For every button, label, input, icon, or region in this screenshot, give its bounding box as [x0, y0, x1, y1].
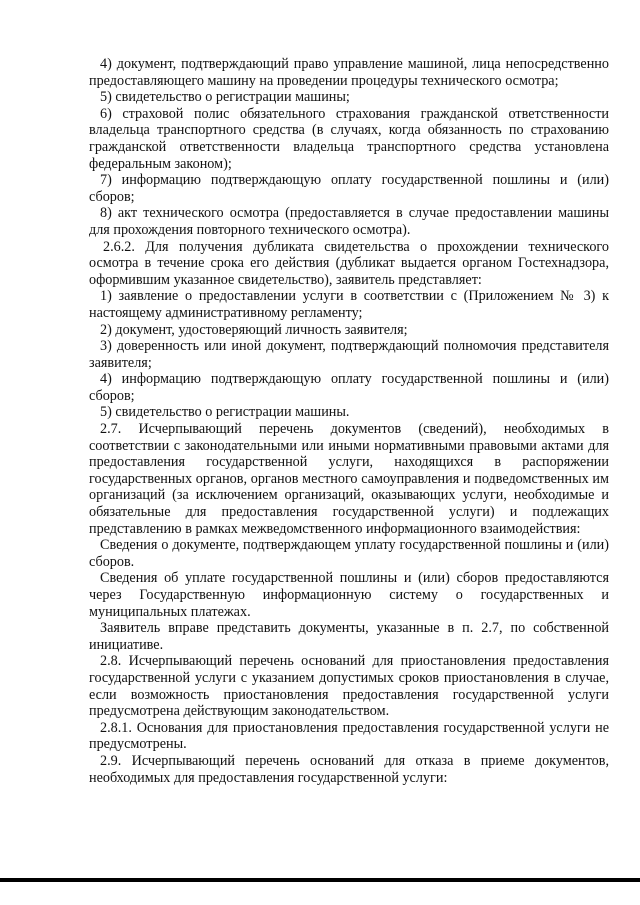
- paragraph: 1) заявление о предоставлении услуги в соответствии с (Приложением № 3) к настоящему административному регламенту;: [89, 288, 609, 321]
- paragraph: 6) страховой полис обязательного страхования гражданской ответственности владельца транспортного средства (в случаях, когда обязанность по страхованию гражданской ответственности владельца транспортного средства установлена федеральным законом);: [89, 105, 609, 172]
- document-body: [89, 56, 609, 786]
- paragraph: 5) свидетельство о регистрации машины.: [100, 404, 350, 421]
- paragraph: 2.6.2. Для получения дубликата свидетельства о прохождении технического осмотра в течение срока его действия (дубликат выдается органом Гостехнадзора, оформившим указанное свидетельство), заявитель представляет:: [89, 238, 609, 288]
- paragraph: 2.7. Исчерпывающий перечень документов (сведений), необходимых в соответствии с законодательными или иными нормативными правовыми актами для предоставления государственной услуги, находящихся в распоряжении государственных органов, органов местного самоуправления и подведомственных им организаций (за исключением организаций, оказывающих услуги, необходимые и обязательные для предоставления государственной услуги) и подлежащих представлению в рамках межведомственного информационного взаимодействия:: [89, 421, 609, 537]
- paragraph: 7) информацию подтверждающую оплату государственной пошлины и (или) сборов;: [89, 172, 609, 205]
- paragraph: 2.8.1. Основания для приостановления предоставления государственной услуги не предусмотрены.: [89, 719, 609, 753]
- paragraph: 8) акт технического осмотра (предоставляется в случае предоставлении машины для прохождения повторного технического осмотра).: [89, 205, 609, 238]
- paragraph: 4) информацию подтверждающую оплату государственной пошлины и (или) сборов;: [89, 371, 609, 404]
- paragraph: 5) свидетельство о регистрации машины;: [100, 89, 350, 106]
- paragraph: 2.8. Исчерпывающий перечень оснований для приостановления предоставления государственной услуги с указанием допустимых сроков приостановления в случае, если возможность приостановления предоставления государственной услуги предусмотрена действующим законодательством.: [89, 653, 609, 720]
- paragraph: 4) документ, подтверждающий право управление машиной, лица непосредственно предоставляющего машину на проведении процедуры технического осмотра;: [89, 56, 609, 89]
- paragraph: Сведения об уплате государственной пошлины и (или) сборов предоставляются через Государственную информационную систему о государственных и муниципальных платежах.: [89, 570, 609, 620]
- paragraph: 2.9. Исчерпывающий перечень оснований для отказа в приеме документов, необходимых для предоставления государственной услуги:: [89, 752, 609, 786]
- paragraph: 3) доверенность или иной документ, подтверждающий полномочия представителя заявителя;: [89, 338, 609, 371]
- paragraph: Сведения о документе, подтверждающем уплату государственной пошлины и (или) сборов.: [89, 537, 609, 570]
- scan-bottom-border: [0, 878, 640, 882]
- paragraph: 2) документ, удостоверяющий личность заявителя;: [100, 321, 408, 338]
- paragraph: Заявитель вправе представить документы, указанные в п. 2.7, по собственной инициативе.: [89, 620, 609, 653]
